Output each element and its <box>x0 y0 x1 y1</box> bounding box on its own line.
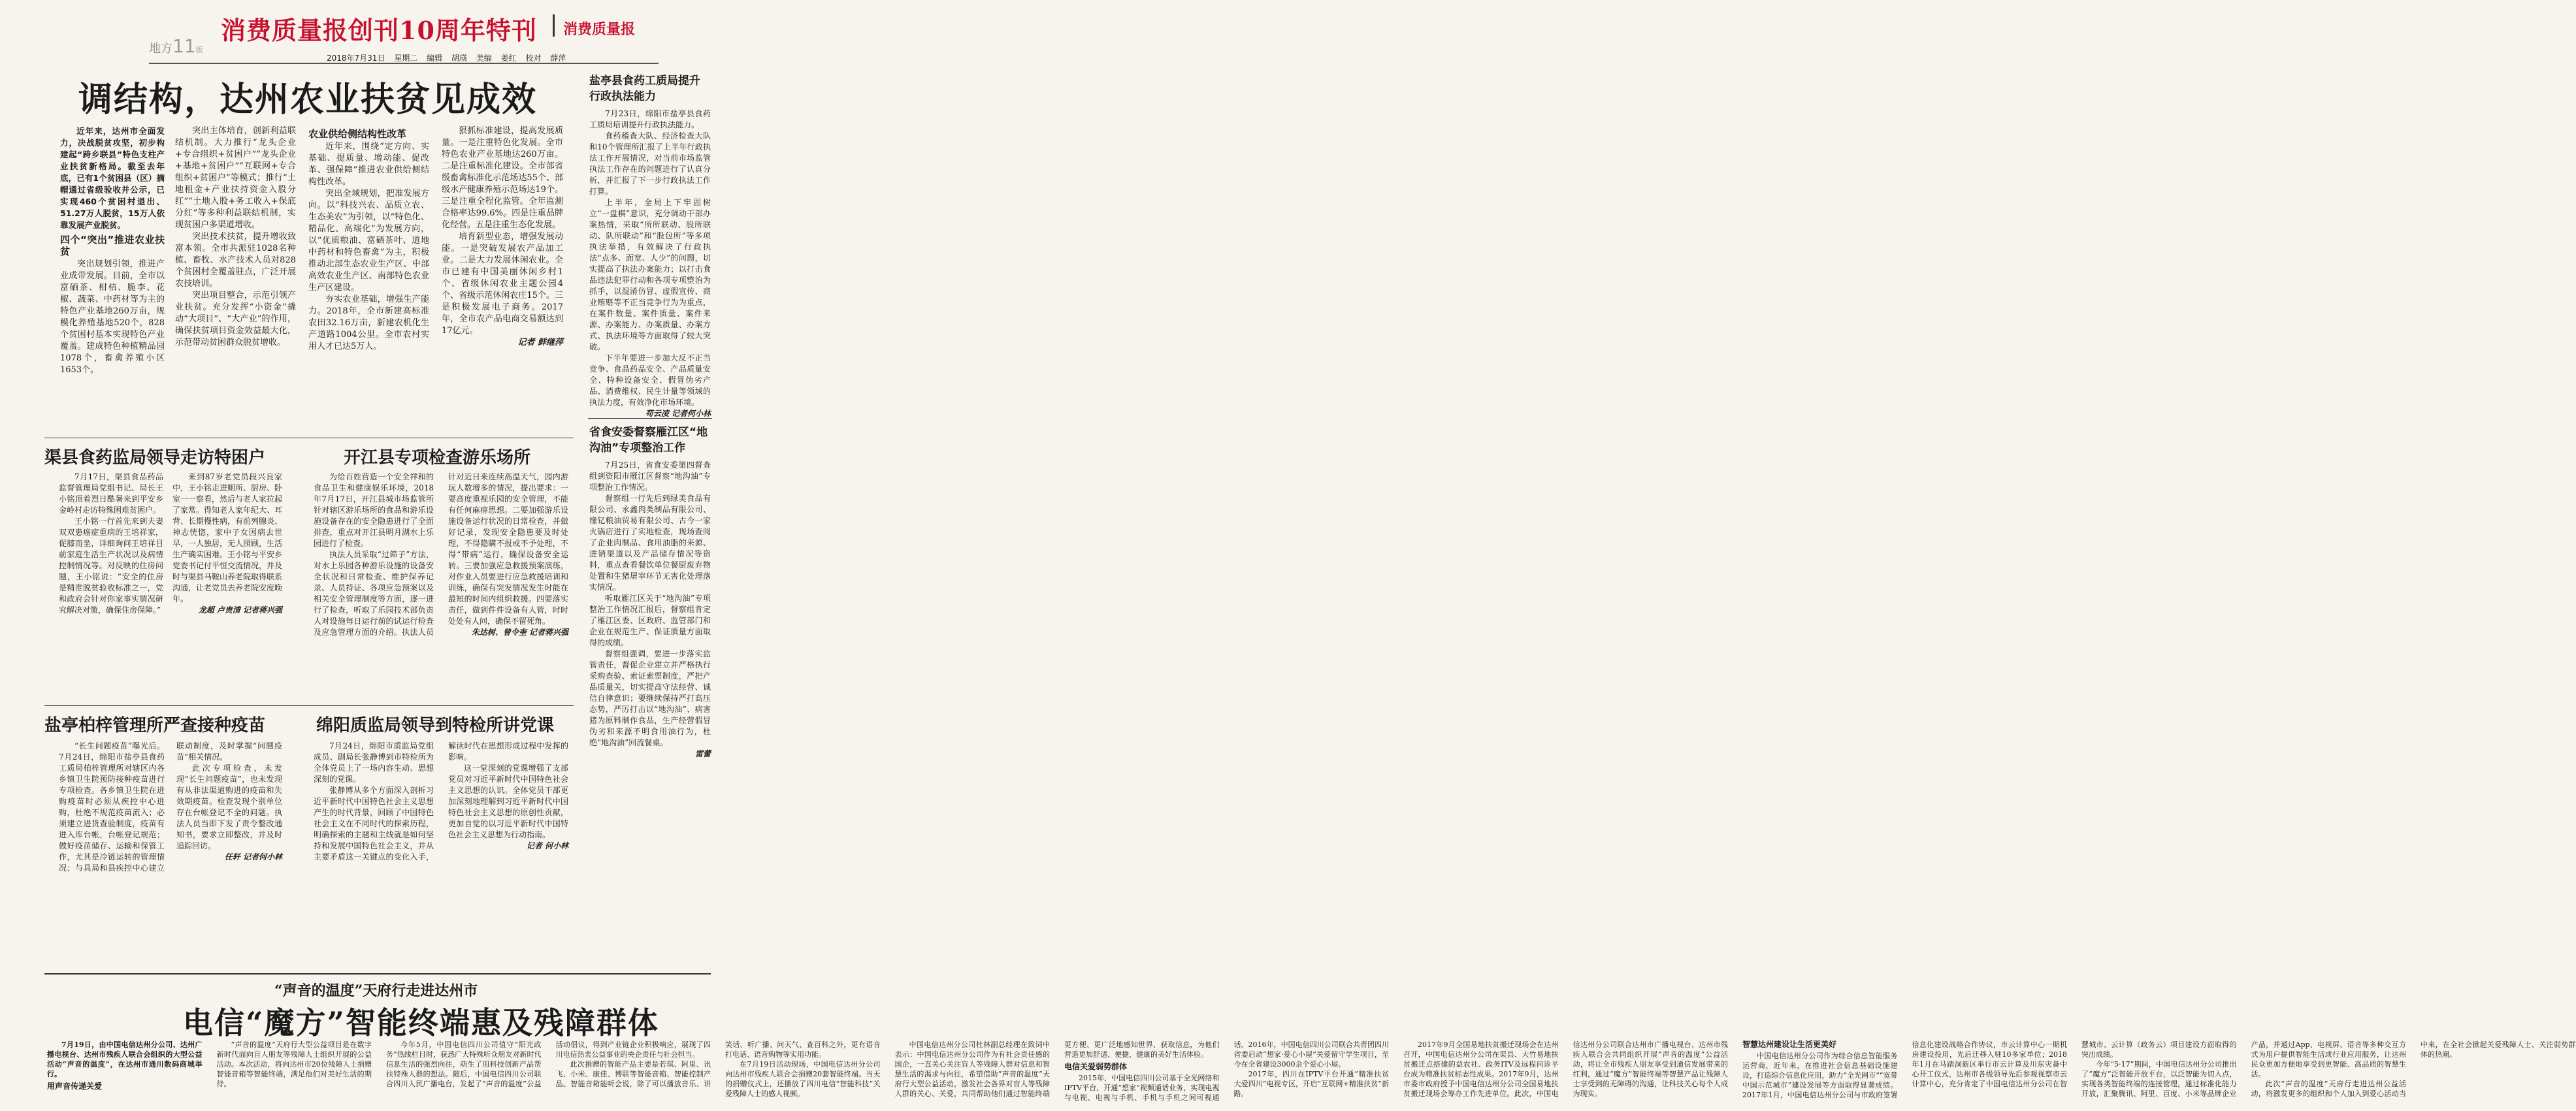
bottom-c1c: 此次捐赠的智能产品主要是若琪、阿里、讯飞、小米、康佳、博联等智能音箱、智能控制产品。智能音箱能听会说，除了可以播放音乐、讲笑话、听广播、问天气、查百科之外，更有语音打电话、语音购物等实用功能。 <box>555 1040 881 1088</box>
page-number: 11 <box>172 35 196 57</box>
a2-p1: 为给百姓营造一个安全祥和的食品卫生和健康娱乐环境，2018年7月17日，开江县城市场监管所针对辖区游乐场所的食品和游乐设施设备存在的安全隐患进行了全面排查，重点对开江县明月湖水上乐园进行了检查。 <box>314 472 434 548</box>
side1-p2: 食药稽查大队、经济检查大队和10个管理所汇报了上半年行政执法工作开展情况，对当前市场监管执法工作存在的问题进行了认真分析，并汇报了下一步行政执法工作打算。 <box>589 131 711 196</box>
main-col-4 <box>442 125 563 432</box>
main-byline: 记者 鲜继萍 <box>517 338 563 347</box>
a1-col-1 <box>59 472 163 700</box>
main-col2-p2: 突出技术扶贫，提升增收致富本领。全市共派驻1028名种植、畜牧、水产技术人员对828个贫困村全覆盖驻点，广泛开展农技培训。 <box>175 232 296 289</box>
main-col3-p2: 突出全域规划，把准发展方向。以“科技兴农、品质立农、生态美农”为引领，以“特色化、精品化、高端化”为发展方向，以“优质粮油、富硒茶叶、道地中药材和特色畜禽”为主，积极推动北部生态农业生产区、中部高效农业生产区、南部特色农业生产区建设。 <box>308 189 429 293</box>
a1-col-2 <box>172 472 282 700</box>
main-headline: 调结构，达州农业扶贫见成效 <box>78 80 538 120</box>
side1-body <box>589 108 711 418</box>
a1-byline: 龙超 卢贵清 记者蒋兴强 <box>198 605 282 615</box>
a3-title: 盐亭柏梓管理所严查接种疫苗 <box>44 716 266 735</box>
main-col-2 <box>175 125 296 432</box>
a4-p3: 这一堂深刻的党课增强了支部党员对习近平新时代中国特色社会主义思想的认识。全体党员干部更加深刻地理解到习近平新时代中国特色社会主义思想的原创性贡献，更加自觉的以习近平新时代中国特色社会主义思想为行动指南。 <box>448 764 568 839</box>
masthead-divider <box>553 14 555 37</box>
main-col2-p1: 突出主体培育，创新利益联结机制。大力推行“龙头企业+专合组织+贫困户”“龙头企业+基地+贫困户”“互联网+专合组织+贫困户”等模式；推行“土地租金+产业扶持资金入股分红”“土地入股+务工收入+保底分红”等多种利益联结机制，实现贫困户多渠道增收。 <box>175 126 296 230</box>
a2-title: 开江县专项检查游乐场所 <box>344 448 531 468</box>
side1-p4: 下半年要进一步加大反不正当竞争、食品药品安全、产品质量安全、特种设备安全、假冒伪劣产品、消费维权、民生计量等领域的执法力度，有效净化市场环境。 <box>589 353 711 407</box>
newspaper-logo: 消费质量报 <box>563 22 636 38</box>
bottom-subhead-1: 用声音传递关爱 <box>47 1082 103 1091</box>
page-suffix: 版 <box>195 46 203 54</box>
proofreader: 校对 薛萍 <box>525 54 566 63</box>
bottom-headline: 电信“魔方”智能终端惠及残障群体 <box>183 1005 659 1040</box>
main-col3-p3: 夯实农业基础，增强生产能力。2018年，全市新建高标准农田32.16万亩，新建农机化生产道路1004公里。全市农村实用人才已达5万人。 <box>308 295 429 351</box>
main-col-1 <box>60 125 165 432</box>
bottom-lead: 7月19日，由中国电信达州分公司、达州广播电视台、达州市残疾人联合会组织的大型公益活动“声音的温度”，在达州市通川数码商城举行。 <box>47 1040 203 1078</box>
bottom-c4b: 此次“声音的温度”天府行走进达州公益活动，将激发更多的组织和个人加入到爱心活动当中来，在全社会掀起关爱残障人士、关注弱势群体的热潮。 <box>2251 1040 2576 1098</box>
bottom-subhead-3: 智慧达州建设让生活更美好 <box>1742 1040 1837 1049</box>
side1-p1: 7月23日，绵阳市盐亭县食药工质局培训提升行政执法能力。 <box>589 109 711 129</box>
bottom-body <box>47 1040 2576 1105</box>
page-section: 地方 <box>149 42 172 56</box>
bottom-c1b: 今年5月，中国电信四川公司值守“阳光政务”热线栏目时，获悉广大特殊听众朋友对新时代信息生活的强烈向往，萌生了用科技创新产品帮扶特殊人群的想法。随后，中国电信四川公司联合四川人民广播电台，发起了“声音的温度”公益活动倡议，得到产业链企业积极响应，展现了四川电信热衷公益事业的央企责任与社会担当。 <box>386 1040 711 1088</box>
row3-rule <box>44 705 574 706</box>
main-col2-p3: 突出项目整合，示范引领产业扶贫。充分发挥“小资金”撬动“大项目”、“大产业”的作用，确保扶贫项目资金效益最大化，示范带动贫困群众脱贫增收。 <box>175 291 296 347</box>
dateline <box>327 52 566 63</box>
art-editor: 美编 姜红 <box>476 54 517 63</box>
main-subhead-2: 农业供给侧结构性改革 <box>308 128 407 140</box>
side1-title: 盐亭县食药工质局提升行政执法能力 <box>589 74 700 103</box>
a3-p2: 此次专项检查，未发现“长生问题疫苗”，也未发现有从非法渠道购进的疫苗和失效期疫苗。检查发现个别单位存在台帐登记不全的问题。执法人员当即下发了责令整改通知书，要求立即整改，并及时追踪回访。 <box>176 764 282 850</box>
bottom-c2c: 2015年，中国电信四川公司基于全光网络和IPTV平台，开通“想家”视频通话业务，实现电视与电视、电视与手机、手机与手机之间可视通话。2016年，中国电信四川公司联合共青团四川省委启动“想家·爱心小屋”关爱留守学生项目，至今在全省建设3000余个爱心小屋。 <box>1064 1040 1389 1102</box>
bottom-subhead-2: 电信关爱弱势群体 <box>1064 1062 1128 1071</box>
side2-title: 省食安委督察雁江区“地沟油”专项整治工作 <box>589 426 708 455</box>
side1-byline: 苟云凌 记者何小林 <box>645 409 711 418</box>
bottom-c2: 在7月19日活动现场，中国电信达州分公司向达州市残疾人联合会捐赠20套智能终端。当天的捐赠仪式上，还播放了四川电信“智能科技”关爱残障人士的感人视频。 <box>725 1060 881 1098</box>
a2-body <box>314 472 568 700</box>
a4-p2: 张静博从多个方面深入剖析习近平新时代中国特色社会主义思想产生的时代背景，回顾了中国特色社会主义在不同时代的探索历程，明确探索的主题和主线就是如何坚持和发展中国特色社会主义，并从主要矛盾这一关键点的变化入手，解读时代在思想形成过程中发挥的影响。 <box>314 741 568 861</box>
a1-title: 渠县食药监局领导走访特困户 <box>44 448 266 468</box>
bottom-c3: 2017年，四川在IPTV平台开通“精准扶贫 大爱四川”电视专区，开启“互联网+精准扶贫”新路。 <box>1233 1070 1389 1098</box>
bottom-kicker: “声音的温度”天府行走进达州市 <box>274 982 478 999</box>
a4-byline: 记者 何小林 <box>526 841 568 850</box>
masthead <box>149 7 659 46</box>
a3-body <box>59 741 282 966</box>
a4-body <box>314 741 568 966</box>
main-col3-p1: 近年来，围绕“定方向、实基础、提质量、增动能、促改革、强保障”推进农业供给侧结构性改革。 <box>308 142 429 187</box>
a4-p1: 7月24日，绵阳市质监局党组成员、副局长张静博到市特检所为全体党员上了一场内容生动、思想深刻的党课。 <box>314 741 434 784</box>
top-rule <box>149 63 659 64</box>
a2-p2: 执法人员采取“过筛子”方法，对水上乐园各种游乐设施的设备安全状况和日常检查、维护保养记录、人员持证、各项应急预案以及相关安全管理制度等方面，逐一进行了检查，听取了乐园技术部负责人对设施每日运行前的试运行检查及应急管理方面的介绍。执法人员针对近日来连续高温天气，园内游玩人数增多的情况，提出要求：一要高度重视乐园的安全管理，不能有任何麻痹思想。二要加强游乐设施设备运行状况的日常检查，并做好记录，发现安全隐患要及时处理，不得隐瞒不报或不予处理，不得“带病”运行，确保设备安全运转。三要加强应急救援预案演练，对作业人员要进行应急救援培训和训练，确保有突发情况发生时能在最短的时间内组织救援。四要落实责任，做到件件设备有人管，时时处处有人问，确保不留死角。 <box>314 472 568 637</box>
side1-p3: 上半年，全局上下牢固树立“一盘棋”意识，充分调动干部办案热情，采取“所所联动、股所联动、队所联动”和“股包所”等多项执法举措，有效解决了行政执法“点多、面宽、人少”的问题，切实提高了执法办案能力；以打击食品违法犯罪行动和各项专项整治为抓手，以混淆仿冒、虚假宣传、商业贿赂等不正当竞争行为为重点，在案件数量、案件质量、案件来源、办案能力、办案质量、办案方式、执法环境等方面取得了较大突破。 <box>589 198 711 351</box>
main-col-3 <box>308 125 429 432</box>
main-subhead-1: 四个“突出”推进农业扶贫 <box>60 234 165 257</box>
a3-p1: “长生问题疫苗”曝光后。7月24日，绵阳市盐亭县食药工质局柏梓管理所对辖区内各乡镇卫生院预防接种疫苗进行专项检查。各乡镇卫生院在进购疫苗时必须从疾控中心进购，杜绝不规范疫苗流入；必须建立进货查验制度，疫苗有进入库台帐，台帐登记规范；做好疫苗储存、运输和保管工作，尤其是冷链运转的管理情况；与具局和县疾控中心建立联动制度，及时掌握“问题疫苗”相关情况。 <box>59 741 282 873</box>
a3-byline: 任轩 记者何小林 <box>224 852 282 861</box>
masthead-title: 消费质量报创刊10周年特刊 <box>221 16 537 45</box>
weekday: 星期二 <box>394 54 418 63</box>
a2-byline: 朱达树、曾令奎 记者蒋兴强 <box>471 628 568 637</box>
side2-p3: 听取雁江区关于“地沟油”专项整治工作情况汇报后，督察组肯定了雁江区委、区政府、监管部门和企业在规范生产、保证质量方面取得的成绩。 <box>589 594 711 647</box>
bottom-c3b: 2017年9月全国易地扶贫搬迁现场会在达州召开，中国电信达州分公司在渠县、大竹易地扶贫搬迁点搭建的益农社、政务ITV及远程问诊平台成为精准扶贫标志性成果。2017年9月，达州市委市政府授予中国电信达州分公司全国易地扶贫搬迁现场会筹办工作先进单位。此次，中国电信达州分公司联合达州市广播电视台、达州市残疾人联合会共同组织开展“声音的温度”公益活动，将让全市残疾人朋友享受到通信发展带来的红利，通过“魔方”智能终端等智慧产品让残障人士享受到的无障碍的沟通，让科技关心每个人成为现实。 <box>1403 1040 1728 1098</box>
a1-p2: 王小铭一行首先来到夫妻双双患癌症重病的王培祥家，促膝而坐，详细询问王培祥目前家庭生活生产状况以及病情控制情况等。对反映的住房问题，王小铭说：“安全的住房是精准脱贫验收标准之一，党和政府会针对你家事实情况研究解决对策，确保住房保障。” <box>59 517 163 615</box>
bottom-c2b: 中国电信达州分公司杜林副总经理在致词中表示：中国电信达州分公司作为有社会责任感的国企，一直关心关注盲人等残障人群对信息和智慧生活的渴求与向往，希望借助“声音的温度”天府行大型公益活动，激发社会各界对盲人等残障人群的关心、关爱，共同帮助他们通过智能终端更方便、更广泛地感知世界、获取信息，为他们营造更加舒适、便捷、健康的美好生活体验。 <box>894 1040 1220 1098</box>
bottom-c4: 今年“5·17”期间，中国电信达州分公司推出了“魔方”泛智能开放平台，以泛智能为切入点，实现各类智能终端的连接管理，通过标准化能力开放，汇聚腾讯、阿里、百度、小米等品牌企业产品，并通过App、电视屏、语音等多种交互方式为用户提供智能生活或行业应用服务，让达州民众更加方便地享受到更智能、高品质的智慧生活。 <box>2081 1040 2406 1098</box>
a1-p1: 7月17日，渠县食品药品监督管理局党组书记、局长王小铭顶着烈日酷暑来到平安乡金岭村走访特殊困难贫困户。 <box>59 472 163 515</box>
side2-body <box>589 460 711 758</box>
editor: 编辑 胡瑛 <box>427 54 467 63</box>
side2-p2: 督察组一行先后到绿美食品有限公司、永鑫肉类制品有限公司、缘钇粮油贸易有限公司、古今一家火锅店进行了实地检查，现场查阅了企业肉制品、食用油脂的来源、进销渠道以及产品储存情况等资料，重点查看餐饮单位餐厨废弃物处置和生猪屠宰环节无害化处理落实情况。 <box>589 494 711 592</box>
bottom-rule <box>44 973 711 974</box>
page-label <box>149 35 203 57</box>
side2-byline: 雷蕾 <box>694 749 711 758</box>
main-col4-p2: 培育新型业态，增强发展动能。一是突破发展农产品加工业。二是大力发展休闲农业。全市已建有中国美丽休闲乡村1个、省级休闲农业主题公园4个、省级示范休闲农庄15个。三是积极发展电子商务。2017年，全市农产品电商交易额达到17亿元。 <box>442 232 563 336</box>
a1-p3: 来到87岁老党员段兴良家中，王小铭走进厕所、厨房、卧室一一察看，然后与老人家拉起了家常。得知老人家年纪大、耳背、长期慢性病，有前列腺炎、神志恍惚，家中子女因病去世早，一人独居，无人照顾，生活生产确实困难。王小铭与平安乡党委书记付平恒交流情况，并及时与渠县马鞍山养老院取得联系沟通，让老党员去养老院安度晚年。 <box>172 472 283 604</box>
bottom-c3c: 中国电信达州分公司作为综合信息智能服务运营商，近年来，在推进社会信息基础设施建设，打造综合信息化应用，助力“全光网市”“宽带中国示范城市”建设发展等方面取得显著成绩。2017年1月，中国电信达州分公司与市政府签署信息化建设战略合作协议，市云计算中心一期机房建设投用，先后迁移入驻10多家单位；2018年1月在马踏洞新区举行市云计算及川东灾备中心开工仪式，达州市各级领导先后参观视察市云计算中心，充分肯定了中国电信达州分公司在智慧城市、云计算（政务云）项目建设方面取得的突出成绩。 <box>1742 1040 2237 1099</box>
side2-p4: 督察组强调，要进一步落实监管责任，督促企业建立并严格执行采购查验、索证索票制度，严把产品质量关，切实提高守法经营、诚信自律意识；要继续保持严打高压态势，严厉打击以“地沟油”、病害猪为原料制作食品，生产经营假冒伪劣和来源不明食用油行为，杜绝“地沟油”回流餐桌。 <box>589 649 711 747</box>
side-divider <box>588 418 712 419</box>
side2-p1: 7月25日，省食安委第四督查组到资阳市雁江区督察“地沟油”专项整治工作情况。 <box>589 460 711 492</box>
bottom-c1: “声音的温度”天府行大型公益项目是在数字新时代面向盲人朋友等残障人士组织开展的公益活动。本次活动，将向达州市20位残障人士捐赠智能音箱等智能终端，满足他们对美好生活的期待。 <box>216 1040 372 1088</box>
main-col1-text: 突出规划引领，推进产业成带发展。目前，全市以富硒茶、柑桔、脆李、花椒、蔬菜、中药材等为主的特色产业基地260万亩，规模化养殖基地520个，828个贫困村基本实现特色产业覆盖。建成特色种植精品园1078个，畜禽养殖小区1653个。 <box>60 259 165 375</box>
main-col4-p1: 狠抓标准建设，提高发展质量。一是注重特色化发展。全市特色农业产业基地达260万亩。二是注重标准化建设。全市部省级畜禽标准化示范场达55个、部级水产健康养殖示范场达19个。三是注重全程化监管。全年监测合格率达99.6%。四是注重品牌化经营。五是注重生态化发展。 <box>442 126 563 230</box>
a4-title: 绵阳质监局领导到特检所讲党课 <box>316 716 555 735</box>
main-lead: 近年来，达州市全面发力，决战脱贫攻坚，初步构建起“跨乡联县”特色支柱产业扶贫新格局。截至去年底，已有1个贫困县（区）摘帽通过省级验收并公示，已实现460个贫困村退出、51.27万人脱贫，15万人依靠发展产业脱贫。 <box>60 126 165 230</box>
date: 2018年7月31日 <box>327 54 385 63</box>
